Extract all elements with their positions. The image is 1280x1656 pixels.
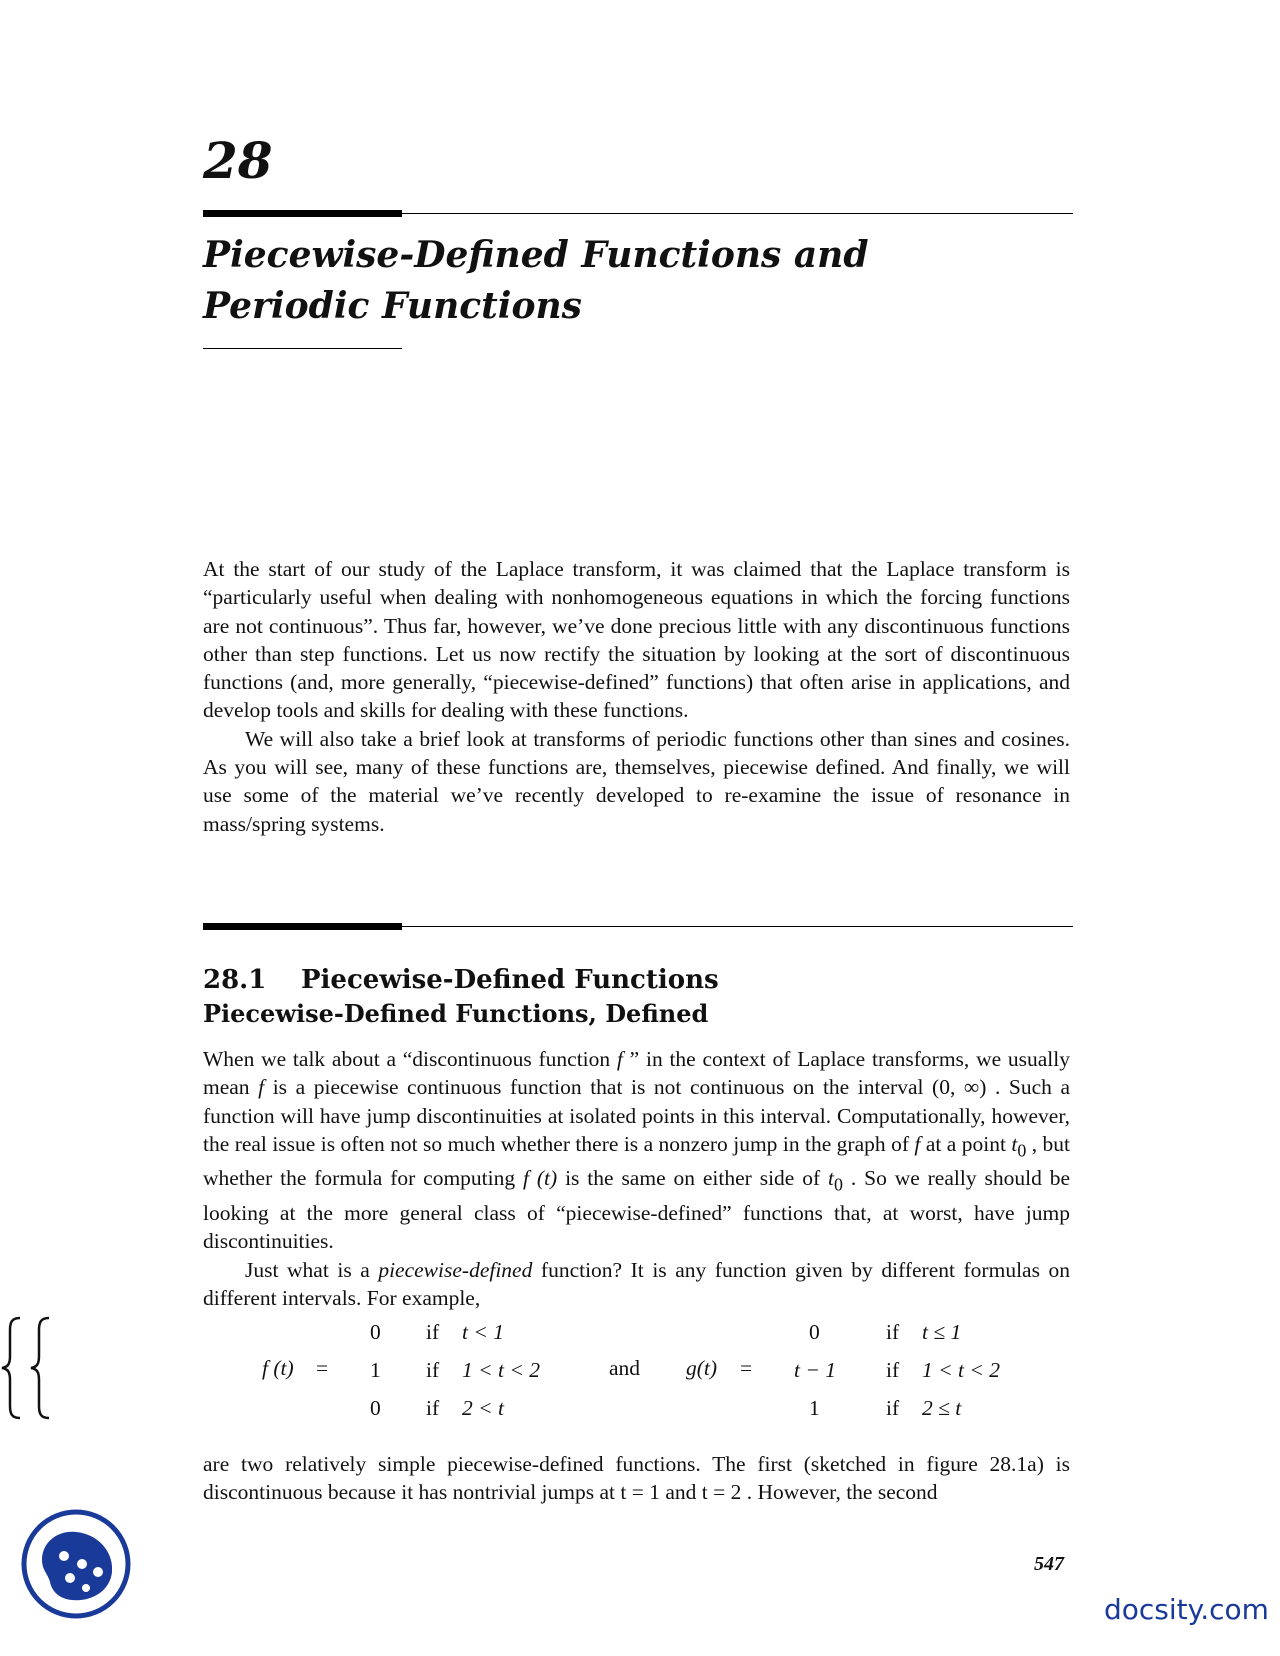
page-number: 547 [1034,1553,1064,1575]
section-number: 28.1 [203,965,267,995]
docsity-brand-link[interactable]: docsity.com [1104,1593,1269,1626]
section-paragraph-3: are two relatively simple piecewise-defined functions. The first (sketched in figure 28.1a) is discontinuous because it has nontrivial jumps at t = 1 and t = 2 . However, the second [203,1452,1070,1505]
section-rule-thick [203,923,402,930]
g-row-3-value: 1 [809,1396,820,1420]
f-row-3-condition: 2 < t [462,1396,504,1420]
g-row-1-condition: t ≤ 1 [922,1320,962,1344]
g-row-1-if: if [886,1320,900,1344]
subsection-heading: Piecewise-Defined Functions, Defined [203,999,709,1028]
intro-text [203,555,1070,838]
chapter-title-line-2: Periodic Functions [203,285,582,327]
intro-paragraph-2: We will also take a brief look at transforms of periodic functions other than sines and cosines. As you will see, many of these functions are, themselves, piecewise defined. And finally, we will use some of the material we’ve recently developed to re-examine the issue of resonance in mass/spring systems. [203,726,1070,836]
f-row-2-if: if [426,1358,440,1382]
f-row-2-value: 1 [370,1358,381,1382]
f-row-1-condition: t < 1 [462,1320,504,1344]
section-heading [203,963,719,997]
f-left-brace [0,1316,24,1420]
g-row-1-value: 0 [809,1320,820,1344]
section-paragraph-2: Just what is a piecewise-defined function? It is any function given by different formulas on different intervals. For example, [203,1257,1070,1310]
f-row-3-if: if [426,1396,440,1420]
section-rule-thin [402,926,1073,927]
chapter-rule-thick [203,210,402,217]
piecewise-equations [0,1316,1280,1426]
chapter-number: 28 [203,131,273,190]
docsity-logo-icon[interactable] [20,1508,132,1620]
f-row-1-value: 0 [370,1320,381,1344]
g-row-2-if: if [886,1358,900,1382]
section-text [203,1045,1070,1312]
g-equals: = [740,1356,753,1380]
g-row-3-condition: 2 ≤ t [922,1396,962,1420]
f-row-1-if: if [426,1320,440,1344]
section-paragraph-1: When we talk about a “discontinuous function f ” in the context of Laplace transforms, we usually mean f is a piecewise continuous function that is not continuous on the interval (0, ∞) . Such a function will have jump discontinuities at isolated points in this interval. Computationally, however, the real issue is often not so much whether there is a nonzero jump in the graph of f at a point $t_0$ , but whether the formula for computing f (t) is the same on either side of $t_0$ . So we really should be looking at the more general class of “piecewise-defined” functions that, at worst, have jump discontinuities. [203,1047,1071,1254]
and-word: and [609,1356,641,1380]
g-row-3-if: if [886,1396,900,1420]
section-title: Piecewise-Defined Functions [301,965,719,995]
chapter-rule-thin [402,213,1073,214]
f-equals: = [316,1356,329,1380]
chapter-title-line-1: Piecewise-Defined Functions and [203,234,869,276]
f-row-2-condition: 1 < t < 2 [462,1358,540,1382]
g-lhs: g(t) [686,1356,718,1380]
g-row-2-value: t − 1 [794,1358,836,1382]
intro-paragraph-1: At the start of our study of the Laplace transform, it was claimed that the Laplace transform is “particularly useful when dealing with nonhomogeneous equations in which the forcing functions are not continuous”. Thus far, however, we’ve done precious little with any discontinuous functions other than step functions. Let us now rectify the situation by looking at the sort of discontinuous functions (and, more generally, “piecewise-defined” functions) that often arise in applications, and develop tools and skills for dealing with these functions. [203,557,1070,723]
f-lhs: f (t) [262,1356,294,1380]
g-left-brace [29,1316,53,1420]
g-row-2-condition: 1 < t < 2 [922,1358,1000,1382]
section-text-continued [203,1450,1070,1507]
chapter-title [203,230,1023,332]
f-row-3-value: 0 [370,1396,381,1420]
chapter-title-underline [203,348,402,349]
